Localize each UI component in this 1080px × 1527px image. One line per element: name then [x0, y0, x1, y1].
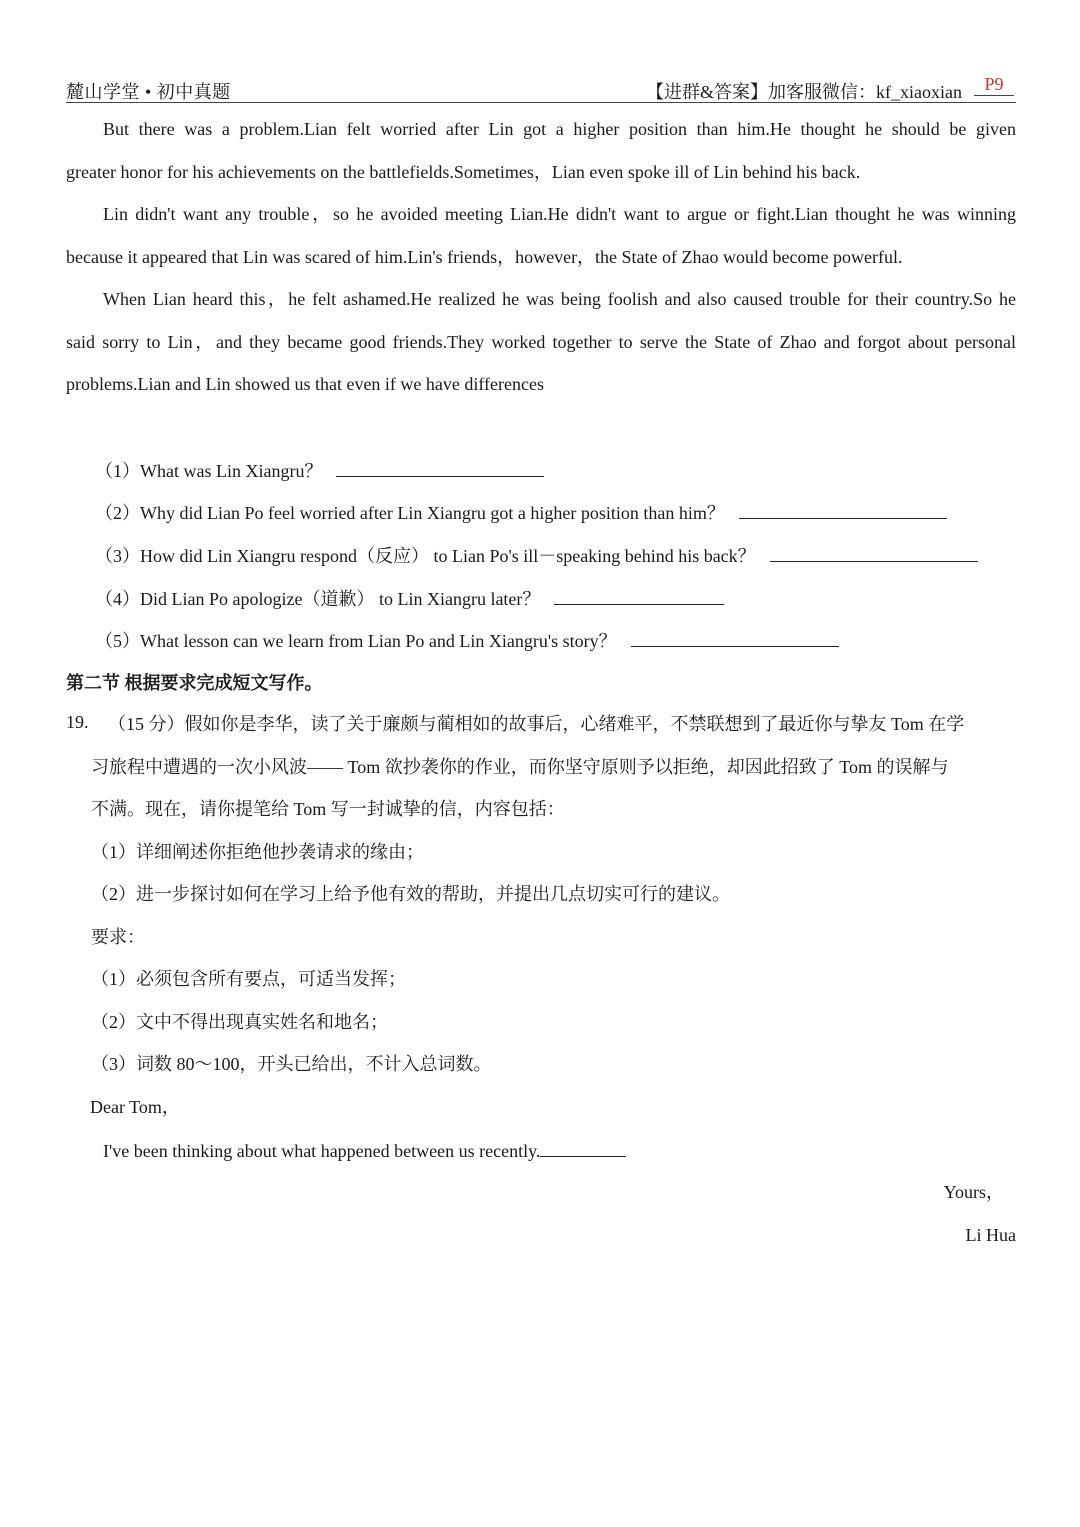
task-point-1: （1）详细阐述你拒绝他抄袭请求的缘由；: [91, 842, 424, 862]
question-text: （4）Did Lian Po apologize（道歉） to Lin Xiangru later？: [95, 589, 541, 609]
header-contact: 【进群&答案】加客服微信：kf_xiaoxian: [646, 82, 962, 102]
question-text: （2）Why did Lian Po feel worried after Lin Xiangru got a higher position than him？: [95, 503, 725, 523]
task-prompt-line: （15 分）假如你是李华，读了关于廉颇与蔺相如的故事后，心绪难平，不禁联想到了最近你与挚友 Tom 在学: [108, 714, 965, 734]
section-title: 第二节 根据要求完成短文写作。: [66, 673, 323, 693]
question-text: （5）What lesson can we learn from Lian Po and Lin Xiangru's story？: [95, 631, 617, 651]
question-5: [95, 628, 839, 653]
requirement-2: （2）文中不得出现真实姓名和地名；: [91, 1012, 388, 1032]
letter-salutation: Dear Tom，: [90, 1097, 180, 1117]
question-text: （1）What was Lin Xiangru？: [95, 461, 323, 481]
question-3: [95, 543, 978, 568]
task-point-2: （2）进一步探讨如何在学习上给予他有效的帮助，并提出几点切实可行的建议。: [91, 884, 730, 904]
requirement-3: （3）词数 80～100，开头已给出，不计入总词数。: [91, 1054, 492, 1074]
letter-body-blank[interactable]: [540, 1138, 626, 1157]
task-prompt-line: 习旅程中遭遇的一次小风波—— Tom 欲抄袭你的作业，而你坚守原则予以拒绝，却因此招致了 Tom 的误解与: [91, 757, 949, 777]
passage-paragraph-3: [66, 278, 1016, 406]
question-text: （3）How did Lin Xiangru respond（反应） to Lian Po's ill－speaking behind his back？: [95, 546, 756, 566]
passage-line: because it appeared that Lin was scared of him.Lin's friends，however，the State of Zhao would become powerful.: [66, 246, 903, 267]
question-2: [95, 500, 947, 525]
answer-blank[interactable]: [554, 586, 724, 605]
letter-signature: Li Hua: [965, 1225, 1016, 1245]
answer-blank[interactable]: [739, 500, 947, 519]
letter-closing: Yours，: [943, 1182, 1004, 1202]
answer-blank[interactable]: [770, 543, 978, 562]
task-prompt-line: 不满。现在，请你提笔给 Tom 写一封诚挚的信，内容包括：: [91, 799, 565, 819]
passage-line: But there was a problem.Lian felt worried after Lin got a higher position than him.He thought he should be given: [103, 119, 1016, 139]
requirement-1: （1）必须包含所有要点，可适当发挥；: [91, 969, 406, 989]
passage-line: problems.Lian and Lin showed us that even if we have differences: [66, 374, 545, 394]
question-4: [95, 586, 724, 611]
passage-paragraph-1: [66, 108, 1016, 193]
passage-line: When Lian heard this，he felt ashamed.He realized he was being foolish and also caused trouble for their country.So he: [103, 289, 1016, 309]
requirements-label: 要求：: [91, 927, 145, 947]
answer-blank[interactable]: [631, 628, 839, 647]
task-number: 19.: [66, 712, 89, 732]
answer-blank[interactable]: [336, 458, 544, 477]
header-title: 麓山学堂 • 初中真题: [66, 82, 231, 102]
passage-paragraph-2: [66, 193, 1016, 278]
question-1: [95, 458, 544, 483]
passage-line: said sorry to Lin，and they became good friends.They worked together to serve the State of Zhao and forgot about personal: [66, 331, 1016, 352]
passage-line: Lin didn't want any trouble，so he avoided meeting Lian.He didn't want to argue or fight.Lian thought he was winning: [103, 204, 1016, 224]
letter-opening: [103, 1138, 626, 1163]
letter-opening-text: I've been thinking about what happened between us recently.: [103, 1141, 541, 1161]
page-header: [66, 72, 1016, 103]
page-number: P9: [974, 74, 1014, 96]
passage-line: greater honor for his achievements on the battlefields.Sometimes，Lian even spoke ill of Lin behind his back.: [66, 161, 861, 182]
